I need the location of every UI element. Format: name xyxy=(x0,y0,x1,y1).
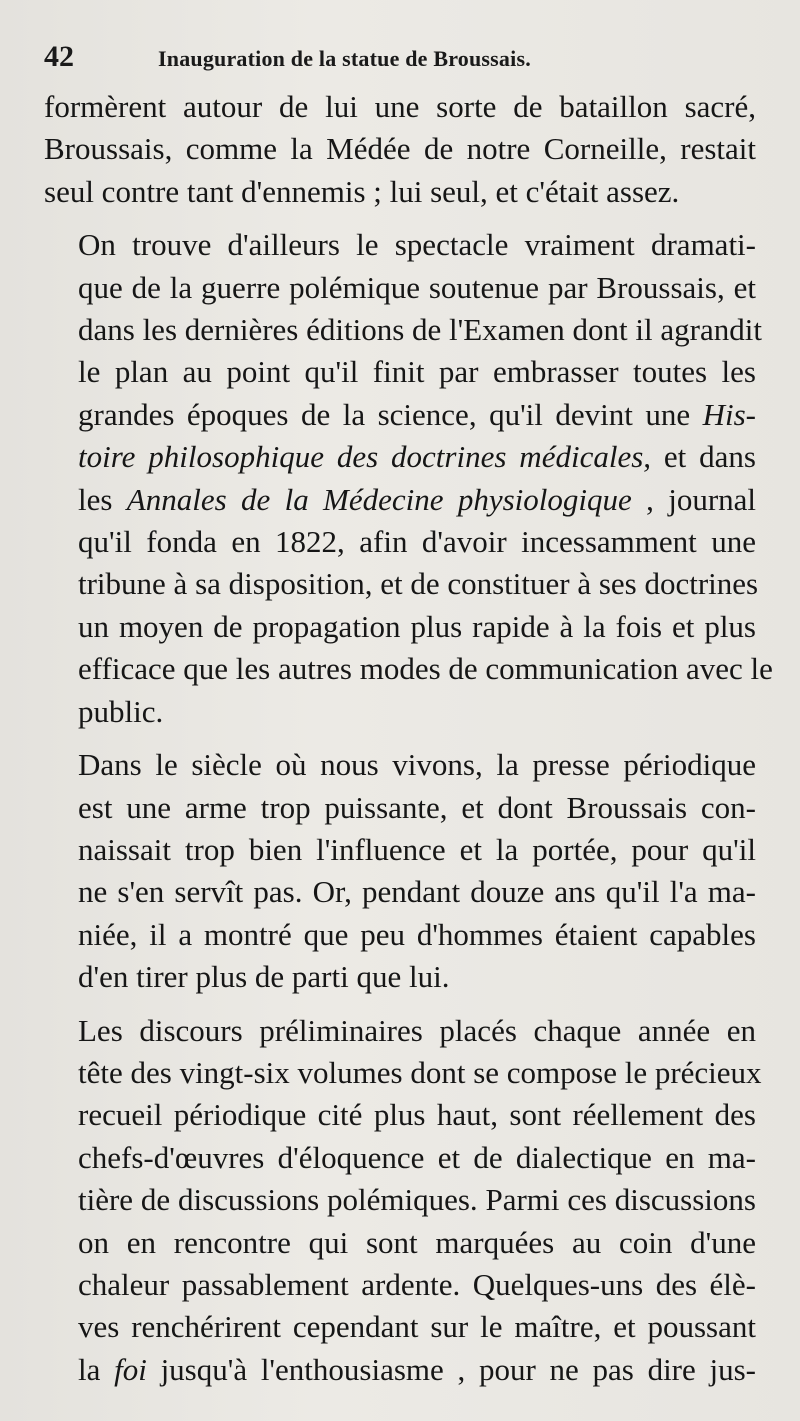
text-line: dans les dernières éditions de l'Examen dont il agrandit xyxy=(78,312,762,348)
text-segment: , journal xyxy=(631,481,757,517)
text-line: Les discours préliminaires placés chaque année en xyxy=(78,1012,756,1048)
text-line: chaleur passablement ardente. Quelques-uns des élè- xyxy=(78,1266,756,1302)
italic-text: His- xyxy=(702,396,756,432)
text-segment: et dans xyxy=(651,439,756,475)
text-line: tribune à sa disposition, et de constituer à ses doctrines xyxy=(78,566,759,602)
text-line: un moyen de propagation plus rapide à la fois et plus xyxy=(78,608,756,644)
italic-text: Annales de la Médecine physiologique xyxy=(126,481,632,517)
text-line: seul contre tant d'ennemis ; lui seul, et c'était assez. xyxy=(44,173,680,209)
text-line xyxy=(44,394,756,436)
paragraph-3 xyxy=(44,744,756,998)
text-segment: les xyxy=(78,481,127,517)
text-line: que de la guerre polémique soutenue par Broussais, et xyxy=(78,269,756,305)
text-line: qu'il fonda en 1822, afin d'avoir incessamment une xyxy=(78,524,756,560)
paragraph-4 xyxy=(44,1010,762,1392)
text-segment: la xyxy=(78,1351,115,1387)
text-line: efficace que les autres modes de communication avec le xyxy=(78,651,773,687)
paragraph-2 xyxy=(44,224,773,733)
text-line: on en rencontre qui sont marquées au coin d'une xyxy=(78,1224,756,1260)
text-line: Broussais, comme la Médée de notre Corneille, restait xyxy=(44,131,756,167)
text-line: ves renchérirent cependant sur le maître, et poussant xyxy=(78,1309,756,1345)
body-text xyxy=(44,86,773,1391)
text-line: niée, il a montré que peu d'hommes étaient capables xyxy=(78,916,756,952)
italic-text: foi xyxy=(114,1351,147,1387)
text-segment: grandes époques de la science, qu'il devint une xyxy=(78,396,703,432)
text-line: tière de discussions polémiques. Parmi ces discussions xyxy=(78,1182,756,1218)
text-segment: jusqu'à l'enthousiasme , pour ne pas dire jus- xyxy=(146,1351,756,1387)
italic-text: toire philosophique des doctrines médicales, xyxy=(78,439,652,475)
text-line: formèrent autour de lui une sorte de bataillon sacré, xyxy=(44,89,756,124)
text-line: On trouve d'ailleurs le spectacle vraiment dramati- xyxy=(78,227,756,263)
text-line: d'en tirer plus de parti que lui. xyxy=(78,959,450,995)
page-number: 42 xyxy=(44,40,74,73)
text-line: Dans le siècle où nous vivons, la presse périodique xyxy=(78,747,756,783)
running-head: Inauguration de la statue de Broussais. xyxy=(158,46,531,71)
text-line: naissait trop bien l'influence et la portée, pour qu'il xyxy=(78,831,756,867)
text-line: le plan au point qu'il finit par embrasser toutes les xyxy=(78,354,756,390)
text-line: public. xyxy=(78,693,164,729)
text-line: tête des vingt-six volumes dont se compose le précieux xyxy=(78,1054,762,1090)
text-line xyxy=(44,436,756,478)
text-line: ne s'en servît pas. Or, pendant douze ans qu'il l'a ma- xyxy=(78,874,756,910)
page-header xyxy=(44,40,756,80)
text-line: chefs-d'œuvres d'éloquence et de dialectique en ma- xyxy=(78,1139,756,1175)
text-line xyxy=(44,479,756,521)
text-line: recueil périodique cité plus haut, sont réellement des xyxy=(78,1097,756,1133)
paragraph-1 xyxy=(44,86,756,213)
text-line xyxy=(44,1349,756,1391)
text-line: est une arme trop puissante, et dont Broussais con- xyxy=(78,789,756,825)
